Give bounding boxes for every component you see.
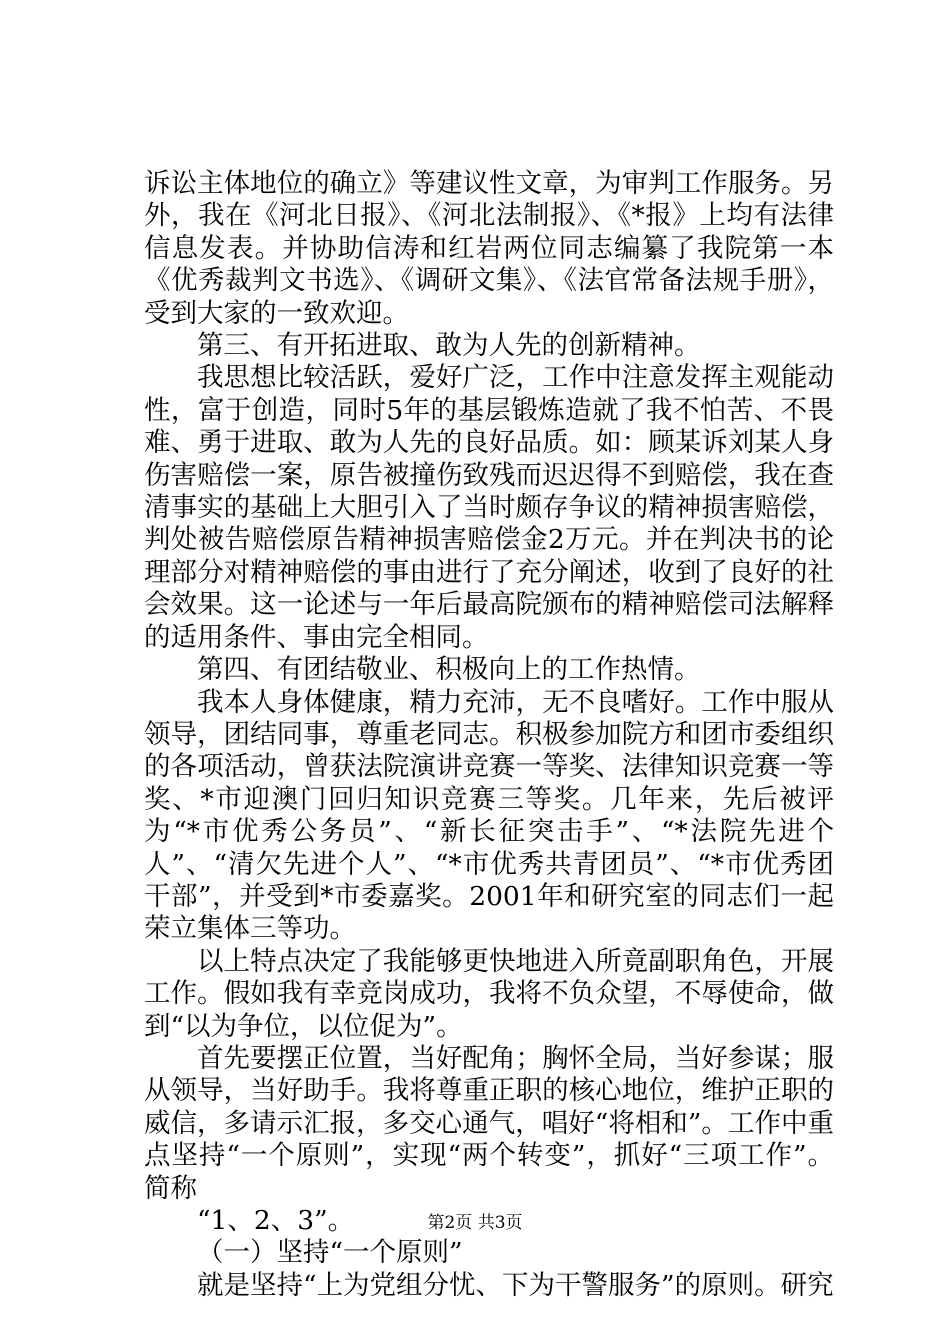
paragraph: 我思想比较活跃，爱好广泛，工作中注意发挥主观能动性，富于创造，同时5年的基层锻炼造就了我不怕苦、不畏难、勇于进取、敢为人先的良好品质。如：顾某诉刘某人身伤害赔偿一案，原告被撞伤致残而迟迟得不到赔偿，我在查清事实的基础上大胆引入了当时颇存争议的精神损害赔偿，判处被告赔偿原告精神损害赔偿金2万元。并在判决书的论理部分对精神赔偿的事由进行了充分阐述，收到了良好的社会效果。这一论述与一年后最高院颁布的精神赔偿司法解释的适用条件、事由完全相同。	[144, 362, 834, 653]
paragraph: 第三、有开拓进取、敢为人先的创新精神。	[197, 330, 701, 362]
paragraph: “1、2、3”。	[197, 1205, 355, 1236]
paragraph: 我本人身体健康，精力充沛，无不良嗜好。工作中服从领导，团结同事，尊重老同志。积极参加院方和团市委组织的各项活动，曾获法院演讲竞赛一等奖、法律知识竞赛一等奖、*市迎澳门回归知识竞赛三等奖。几年来，先后被评为“*市优秀公务员”、“新长征突击手”、“*法院先进个人”、“清欠先进个人”、“*市优秀共青团员”、“*市优秀团干部”，并受到*市委嘉奖。2001年和研究室的同志们一起荣立集体三等功。	[144, 686, 834, 945]
paragraph: 第四、有团结敬业、积极向上的工作热情。	[197, 654, 701, 686]
paragraph: 诉讼主体地位的确立》等建议性文章，为审判工作服务。另外，我在《河北日报》、《河北法制报》、《*报》上均有法律信息发表。并协助信涛和红岩两位同志编纂了我院第一本《优秀裁判文书选》、《调研文集》、《法官常备法规手册》，受到大家的一致欢迎。	[144, 168, 834, 329]
section-heading: （一）坚持“一个原则”	[197, 1237, 463, 1269]
paragraph: 首先要摆正位置，当好配角；胸怀全局，当好参谋；服从领导，当好助手。我将尊重正职的核心地位，维护正职的威信，多请示汇报，多交心通气，唱好“将相和”。工作中重点坚持“一个原则”，实现“两个转变”，抓好“三项工作”。简称	[144, 1042, 834, 1204]
paragraph: 以上特点决定了我能够更快地进入所竟副职角色，开展工作。假如我有幸竞岗成功，我将不负众望，不辱使命，做到“以为争位，以位促为”。	[144, 945, 834, 1042]
paragraph: 就是坚持“上为党组分忧、下为干警服务”的原则。研究	[197, 1269, 834, 1301]
page-number-footer: 第2页 共3页	[427, 1213, 523, 1233]
document-body	[144, 168, 834, 1302]
